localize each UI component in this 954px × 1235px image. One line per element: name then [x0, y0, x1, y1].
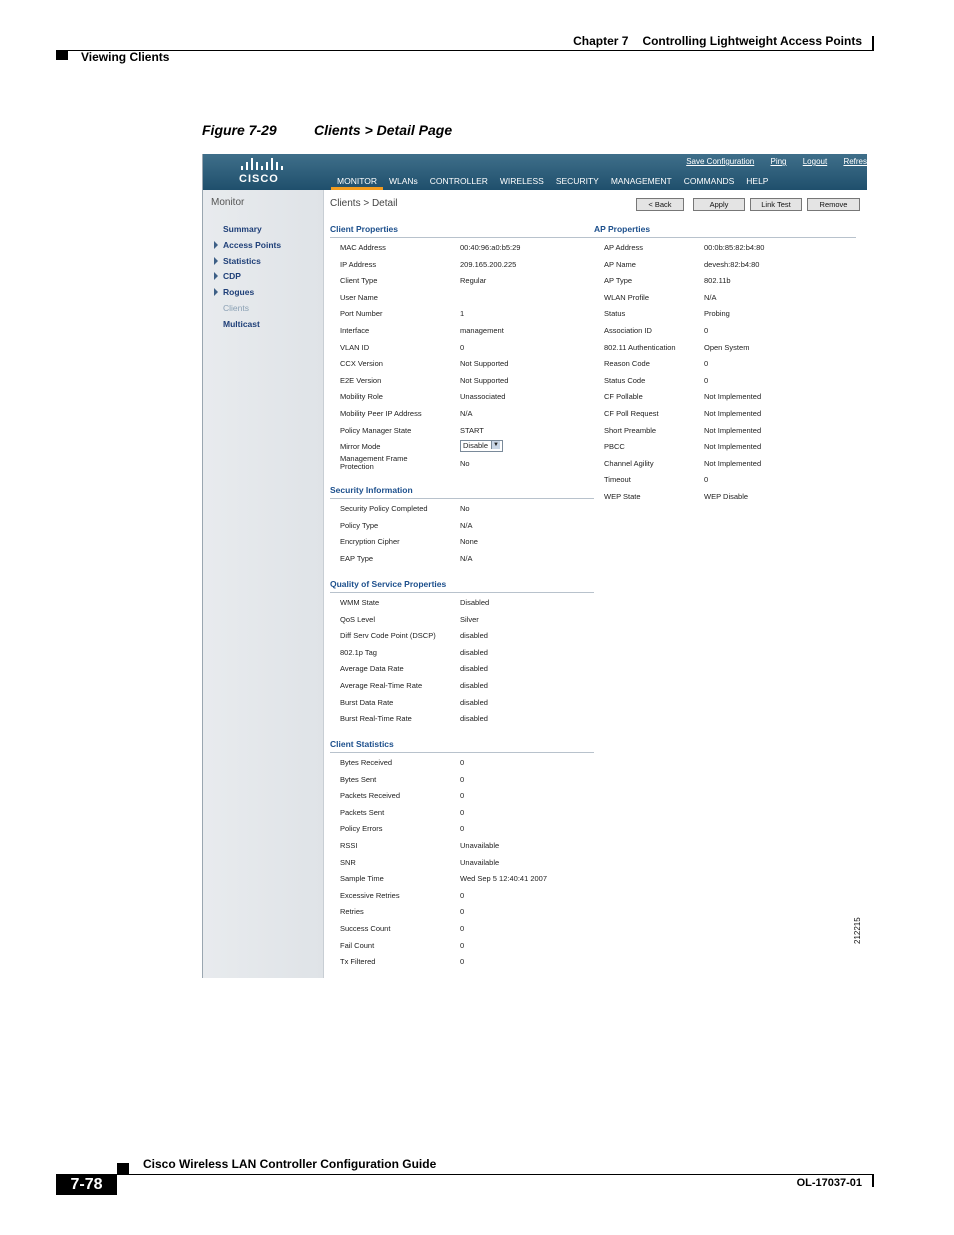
property-label: WEP State	[604, 492, 641, 501]
save-configuration-link[interactable]: Save Configuration	[686, 157, 755, 166]
section-divider	[330, 592, 594, 593]
property-value: Open System	[704, 342, 750, 352]
property-label: EAP Type	[340, 553, 374, 563]
figure-caption	[202, 122, 453, 138]
sidebar	[203, 190, 324, 978]
property-label: Reason Code	[604, 359, 650, 369]
property-label: VLAN ID	[340, 342, 370, 352]
property-label: E2E Version	[340, 375, 382, 385]
property-label: AP Address	[604, 243, 644, 252]
property-label: Average Data Rate	[340, 664, 404, 674]
header-block	[56, 50, 68, 60]
nav-management[interactable]: MANAGEMENT	[610, 176, 672, 186]
property-label: Port Number	[340, 309, 383, 319]
property-value: management	[460, 326, 504, 335]
breadcrumb: Clients > Detail	[330, 198, 398, 209]
property-label: Success Count	[340, 924, 391, 933]
section-divider	[330, 752, 594, 753]
nav-help[interactable]: HELP	[746, 176, 769, 186]
cisco-logo	[239, 158, 289, 186]
property-value: 0	[460, 807, 465, 817]
property-value: 0	[460, 758, 465, 767]
property-value: disabled	[460, 664, 488, 674]
header-tick	[872, 36, 874, 50]
property-label: WLAN Profile	[604, 292, 650, 302]
property-label: Packets Sent	[340, 807, 385, 817]
sidebar-item-summary[interactable]: Summary	[223, 224, 262, 234]
property-label: Excessive Retries	[340, 890, 400, 900]
guide-title: Cisco Wireless LAN Controller Configuration Guide	[143, 1157, 437, 1171]
property-label: MAC Address	[340, 243, 386, 252]
property-label: Policy Type	[340, 520, 379, 530]
property-value: 00:0b:85:82:b4:80	[704, 243, 765, 252]
property-value[interactable]	[460, 440, 503, 452]
property-value: disabled	[460, 697, 488, 707]
property-value: Probing	[704, 309, 730, 319]
property-label: Retries	[340, 907, 364, 917]
nav-commands[interactable]: COMMANDS	[683, 176, 735, 186]
back-button[interactable]: < Back	[636, 198, 684, 211]
qos-properties-title: Quality of Service Properties	[330, 579, 447, 589]
nav-controller[interactable]: CONTROLLER	[429, 176, 488, 186]
property-label: Timeout	[604, 475, 631, 485]
property-value: devesh:82:b4:80	[704, 259, 760, 269]
property-value: Not Supported	[460, 359, 509, 369]
property-value: Not Implemented	[704, 458, 762, 468]
apply-button[interactable]: Apply	[693, 198, 745, 211]
nav-wireless[interactable]: WIRELESS	[499, 176, 544, 186]
chevron-right-icon[interactable]	[214, 288, 218, 296]
property-label: Status	[604, 309, 626, 319]
property-label: Burst Data Rate	[340, 697, 394, 707]
property-label: Tx Filtered	[340, 957, 376, 967]
property-value: Unavailable	[460, 857, 500, 867]
chapter-number: Chapter 7	[573, 34, 629, 48]
property-label: Channel Agility	[604, 458, 654, 468]
property-label: Fail Count	[340, 940, 375, 950]
logout-link[interactable]: Logout	[802, 157, 828, 166]
property-value: Unavailable	[460, 841, 500, 850]
property-label: 802.11 Authentication	[604, 342, 676, 352]
footer-tick	[872, 1175, 874, 1187]
client-properties-title: Client Properties	[330, 224, 399, 234]
property-value: 0	[460, 890, 465, 900]
cisco-wordmark: CISCO	[239, 173, 279, 185]
property-value: Wed Sep 5 12:40:41 2007	[460, 874, 548, 884]
property-value: N/A	[460, 409, 473, 418]
property-value: 0	[704, 475, 709, 485]
property-label: Sample Time	[340, 874, 384, 884]
property-label: Mobility Peer IP Address	[340, 409, 422, 418]
property-value: disabled	[460, 647, 488, 657]
property-value: 0	[460, 940, 465, 950]
figure-id-code: 212215	[853, 917, 862, 944]
property-value: Unassociated	[460, 392, 506, 402]
client-statistics-title: Client Statistics	[330, 739, 394, 749]
chevron-right-icon[interactable]	[214, 241, 218, 249]
remove-button[interactable]: Remove	[807, 198, 860, 211]
sidebar-item-cdp[interactable]: CDP	[223, 271, 241, 282]
property-label: Diff Serv Code Point (DSCP)	[340, 631, 436, 641]
property-value: No	[460, 458, 470, 468]
property-value: 0	[460, 791, 465, 801]
property-label: CCX Version	[340, 359, 383, 369]
mirror-mode-select[interactable]	[460, 440, 503, 452]
main-content	[324, 190, 867, 978]
chevron-right-icon[interactable]	[214, 257, 218, 265]
property-label: CF Poll Request	[604, 409, 659, 418]
property-value: No	[460, 504, 470, 513]
property-value: 0	[704, 326, 709, 335]
top-bar	[203, 154, 867, 190]
nav-security[interactable]: SECURITY	[555, 176, 599, 186]
property-value: disabled	[460, 681, 488, 690]
property-label: Average Real-Time Rate	[340, 681, 423, 690]
property-value: Not Implemented	[704, 409, 762, 418]
security-information-title: Security Information	[330, 485, 413, 495]
property-label: Interface	[340, 326, 370, 335]
property-value: disabled	[460, 631, 488, 641]
figure-title: Clients > Detail Page	[314, 122, 453, 138]
sidebar-item-statistics[interactable]: Statistics	[223, 255, 261, 266]
property-value: 0	[704, 359, 709, 369]
section-divider	[330, 237, 594, 238]
section-title: Viewing Clients	[81, 50, 170, 64]
chapter-title: Controlling Lightweight Access Points	[642, 34, 862, 48]
sidebar-heading: Monitor	[211, 197, 245, 208]
chevron-down-icon[interactable]: ▼	[491, 441, 500, 449]
property-label: Mobility Role	[340, 392, 383, 402]
property-value: 0	[460, 342, 465, 352]
property-value: 802.11b	[704, 276, 731, 286]
property-value: None	[460, 537, 478, 547]
mirror-mode-value: Disable	[463, 441, 489, 451]
property-label: Mirror Mode	[340, 442, 381, 452]
property-value: 0	[460, 924, 465, 933]
property-value: 00:40:96:a0:b5:29	[460, 243, 521, 252]
property-value: 0	[460, 774, 465, 784]
page-number: 7-78	[56, 1174, 117, 1195]
property-label: AP Name	[604, 259, 636, 269]
property-value: 0	[460, 907, 465, 917]
section-divider	[330, 498, 594, 499]
property-value: N/A	[704, 292, 717, 302]
property-value: Silver	[460, 614, 479, 624]
property-label: Bytes Received	[340, 758, 393, 767]
property-label: Policy Manager State	[340, 425, 412, 435]
main-nav	[331, 175, 774, 190]
property-label: AP Type	[604, 276, 633, 286]
sidebar-item-multicast[interactable]: Multicast	[223, 318, 260, 329]
property-value: N/A	[460, 553, 473, 563]
chevron-right-icon[interactable]	[214, 272, 218, 280]
property-value: 209.165.200.225	[460, 259, 517, 269]
refresh-link[interactable]: Refres	[843, 157, 867, 166]
property-value: 1	[460, 309, 465, 319]
property-label: Association ID	[604, 326, 652, 335]
ping-link[interactable]: Ping	[770, 157, 787, 166]
header-rule	[56, 50, 874, 51]
property-label: Short Preamble	[604, 425, 657, 435]
property-label: SNR	[340, 857, 356, 867]
property-value: N/A	[460, 520, 473, 530]
section-divider	[594, 237, 856, 238]
property-value: 0	[460, 824, 465, 834]
cisco-bars-icon	[241, 158, 289, 170]
property-value: 0	[460, 957, 465, 967]
property-value: 0	[704, 375, 709, 385]
controller-screenshot	[202, 154, 867, 978]
figure-number: Figure 7-29	[202, 122, 277, 138]
nav-monitor[interactable]: MONITOR	[331, 175, 383, 190]
link-test-button[interactable]: Link Test	[750, 198, 802, 211]
sidebar-item-access-points[interactable]: Access Points	[223, 239, 282, 250]
ap-properties-title: AP Properties	[594, 224, 651, 234]
page-header-chapter	[573, 34, 862, 48]
sidebar-item-rogues[interactable]: Rogues	[223, 287, 255, 298]
property-label: WMM State	[340, 598, 380, 607]
property-label: Policy Errors	[340, 824, 383, 834]
nav-wlans[interactable]: WLANs	[388, 176, 418, 186]
property-value: Not Implemented	[704, 392, 762, 402]
property-label: Burst Real-Time Rate	[340, 714, 412, 724]
property-label: Bytes Sent	[340, 774, 377, 784]
property-value: WEP Disable	[704, 492, 749, 501]
property-label: Status Code	[604, 375, 646, 385]
property-value: START	[460, 425, 484, 435]
property-label: Encryption Cipher	[340, 537, 400, 547]
property-value: Not Implemented	[704, 442, 762, 452]
property-value: Not Supported	[460, 375, 509, 385]
property-label: Packets Received	[340, 791, 401, 801]
document-number: OL-17037-01	[796, 1177, 862, 1189]
property-label: 802.1p Tag	[340, 647, 377, 657]
top-links	[672, 157, 867, 166]
property-label: RSSI	[340, 841, 358, 850]
footer-rule	[117, 1174, 874, 1175]
property-label: User Name	[340, 292, 378, 302]
property-label: QoS Level	[340, 614, 376, 624]
property-value: disabled	[460, 714, 488, 724]
property-label: IP Address	[340, 259, 377, 269]
property-label: PBCC	[604, 442, 625, 452]
property-value: Regular	[460, 276, 487, 286]
sidebar-item-clients[interactable]: Clients	[223, 303, 249, 313]
property-value: Not Implemented	[704, 425, 762, 435]
property-label: Security Policy Completed	[340, 504, 428, 513]
property-label: Client Type	[340, 276, 378, 286]
property-value: Disabled	[460, 598, 490, 607]
property-label: CF Pollable	[604, 392, 643, 402]
property-label: Management Frame Protection	[340, 453, 408, 471]
